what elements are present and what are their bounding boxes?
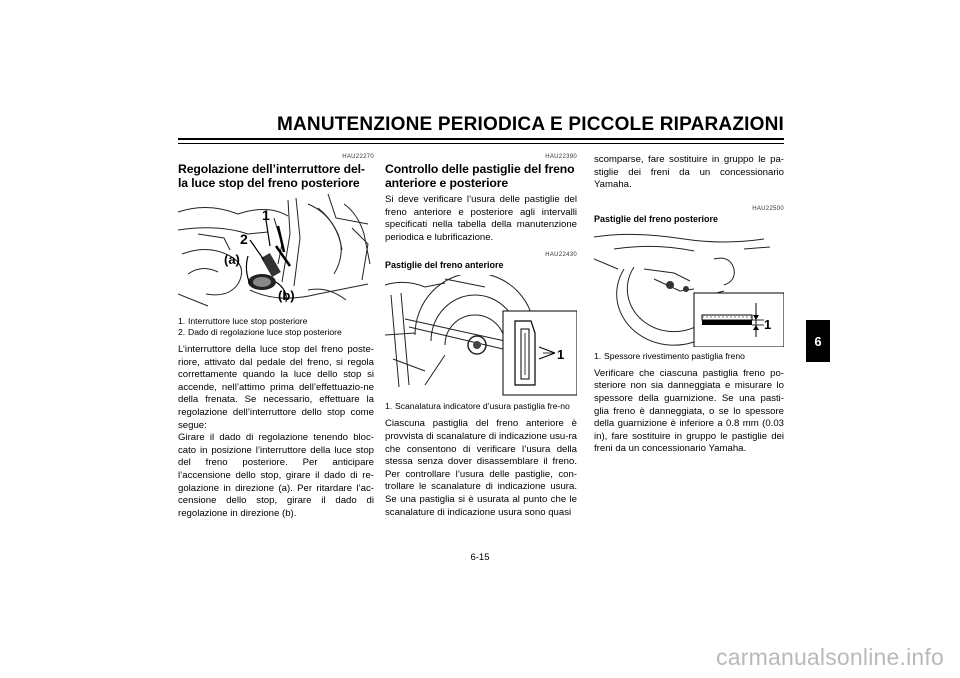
figure-label-a: (a) xyxy=(224,252,240,267)
caption-item xyxy=(178,327,374,338)
figure-captions xyxy=(178,316,374,338)
section-heading-brake-pads: Controllo delle pastiglie del freno anteriore e posteriore xyxy=(385,162,575,190)
paragraph: L’interruttore della luce stop del freno poste-riore, attivato dal pedale del freno, si regola correttamente quando la luce dello stop si accende, nell’attimo prima dell’effettuazio-ne della frenata. Se necessario, effettuare la regolazione dell’interruttore dello stop come segue: xyxy=(178,344,374,431)
paragraph: Ciascuna pastiglia del freno anteriore è provvista di scanalature di indicazione usu-ra che consentono di verificare l’usura della stessa senza dover disassemblare il freno. Per controllare l’usura delle pastiglie, con-trollare le scanalature di indicazione usura. Se una pastiglia si è usurata al punto che le scanalature di indicazione usura sono quasi xyxy=(385,418,577,518)
caption-text: Interruttore luce stop posteriore xyxy=(188,316,308,326)
header-rule-thick xyxy=(178,138,784,140)
section-code: HAU22500 xyxy=(752,205,784,212)
watermark: carmanualsonline.info xyxy=(716,644,944,670)
section-code: HAU22430 xyxy=(545,252,577,259)
caption-number: 1. xyxy=(385,401,393,412)
column-right xyxy=(594,146,784,456)
header-rule-thin xyxy=(178,143,784,144)
caption-text: Scanalatura indicatore d’usura pastiglia fre-no xyxy=(395,401,570,412)
caption-number: 2. xyxy=(178,327,186,337)
figure-rear-brake-light-switch xyxy=(178,194,374,312)
column-left xyxy=(178,146,374,520)
detail-inset-box xyxy=(503,311,577,395)
paragraph: Verificare che ciascuna pastiglia freno po-steriore non sia danneggiata e misurare lo spessore della guarnizione. Se una pasti-glia freno è danneggiata, o se lo spessore della guarnizione è inferiore a 0.8 mm (0.03 in), fare sostituire in gruppo le pastiglie dei freni da un concessionario Yamaha. xyxy=(594,367,784,455)
figure-captions xyxy=(594,351,784,362)
paragraph: Si deve verificare l’usura delle pastiglie del freno anteriore e posteriore agli intervalli specificati nella tabella della manutenzione periodica e lubrificazione. xyxy=(385,194,577,243)
section-code: HAU22270 xyxy=(342,154,374,160)
page-number: 6-15 xyxy=(470,552,490,563)
figure-label-1: 1 xyxy=(262,207,270,223)
subheading-front-pads: Pastiglie del freno anteriore xyxy=(385,260,504,271)
figure-front-brake-pad xyxy=(385,275,577,397)
paragraph: scomparse, fare sostituire in gruppo le pa-stiglie dei freni da un concessionario Yamaha. xyxy=(594,154,784,191)
caption-item xyxy=(385,401,577,412)
caption-number: 1. xyxy=(178,316,186,326)
column-middle xyxy=(385,146,577,519)
page-header-title: MANUTENZIONE PERIODICA E PICCOLE RIPARAZIONI xyxy=(276,114,784,135)
section-heading-brake-light-switch: Regolazione dell’interruttore del-la luce stop del freno posteriore xyxy=(178,162,365,190)
figure-label-b: (b) xyxy=(278,288,295,303)
figure-captions xyxy=(385,401,577,412)
section-code: HAU22390 xyxy=(545,154,577,160)
figure-label-2: 2 xyxy=(240,231,248,247)
figure-label-1: 1 xyxy=(764,316,772,332)
chapter-tab: 6 xyxy=(806,320,830,362)
figure-label-1: 1 xyxy=(557,347,565,363)
caption-text: Spessore rivestimento pastiglia freno xyxy=(604,350,745,361)
figure-rear-brake-pad xyxy=(594,229,784,347)
paragraph: Girare il dado di regolazione tenendo bloc-cato in posizione l’interruttore della luce stop del freno posteriore. Per anticipare l’accensione dello stop, girare il dado di re-golazione in direzione (a). Per ritardare l’ac-censione dello stop, girare il dado di regolazione in direzione (b). xyxy=(178,432,374,519)
caption-number: 1. xyxy=(594,350,602,361)
caption-item xyxy=(178,316,374,327)
caption-text: Dado di regolazione luce stop posteriore xyxy=(188,327,342,337)
subheading-rear-pads: Pastiglie del freno posteriore xyxy=(594,213,719,224)
caption-item xyxy=(594,351,784,362)
